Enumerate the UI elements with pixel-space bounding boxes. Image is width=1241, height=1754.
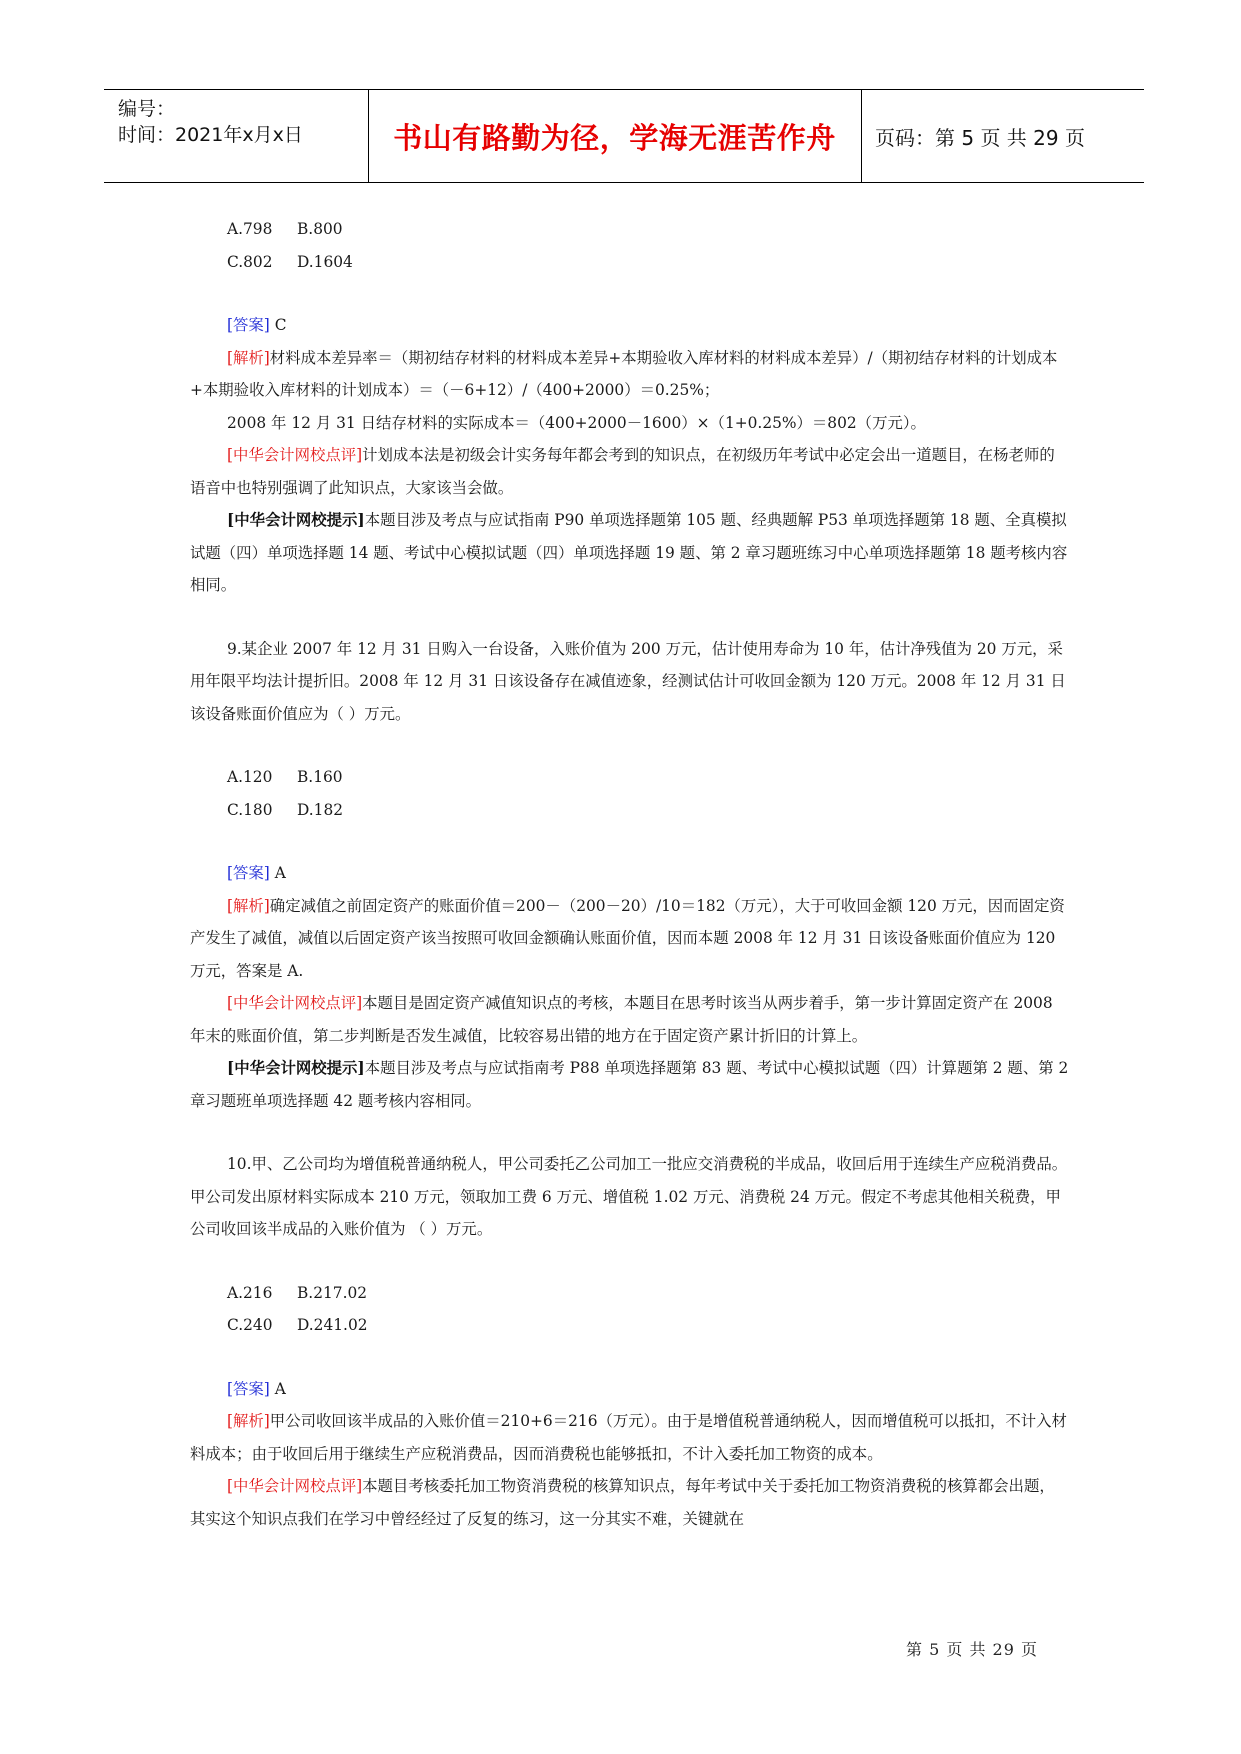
answer-line (190, 1373, 1070, 1406)
header-meta-cell (104, 90, 369, 182)
options-row (190, 761, 1070, 794)
analysis-paragraph-2: 2008 年 12 月 31 日结存材料的实际成本＝（400+2000－1600）×（1+0.25%）＝802（万元）。 (227, 413, 926, 432)
option-a: A.120 (227, 768, 273, 786)
page-header (104, 89, 1144, 183)
review-text: 计划成本法是初级会计实务每年都会考到的知识点，在初级历年考试中必定会出一道题目，在杨老师的语音中也特别强调了此知识点，大家该当会做。 (190, 446, 1055, 497)
question-text: 10.甲、乙公司均为增值税普通纳税人，甲公司委托乙公司加工一批应交消费税的半成品，收回后用于连续生产应税消费品。甲公司发出原材料实际成本 210 万元，领取加工费 6 万元、增值税 1.02 万元、消费税 24 万元。假定不考虑其他相关税费，甲公司收回该半成品的入账价值为 （ ）万元。 (190, 1155, 1068, 1238)
question-10 (190, 1148, 1070, 1535)
tip-paragraph (190, 504, 1070, 602)
number-label: 编号： (118, 98, 176, 120)
time-label: 时间：2021年x月x日 (118, 124, 303, 146)
option-b: B.160 (297, 768, 343, 786)
option-c: C.240 (227, 1316, 273, 1334)
review-paragraph (190, 987, 1070, 1052)
tip-paragraph (190, 1052, 1070, 1117)
analysis-tag: [解析] (227, 1412, 270, 1430)
options-row (190, 1309, 1070, 1342)
answer-value: A (269, 1379, 286, 1398)
question-text: 9.某企业 2007 年 12 月 31 日购入一台设备，入账价值为 200 万元，估计使用寿命为 10 年，估计净残值为 20 万元，采用年限平均法计提折旧。2008 年 12 月 31 日该设备存在减值迹象，经测试估计可收回金额为 120 万元。2008 年 12 月 31 日该设备账面价值应为（ ）万元。 (190, 639, 1066, 723)
review-paragraph (190, 439, 1070, 504)
question-9 (190, 633, 1070, 1118)
option-a: A.216 (227, 1283, 273, 1302)
analysis-paragraph (190, 342, 1070, 407)
answer-tag: [答案] (227, 1379, 270, 1398)
answer-tag: [答案] (227, 864, 270, 882)
option-a: A.798 (227, 220, 273, 238)
document-body (190, 213, 1070, 1535)
options-row (190, 1277, 1070, 1310)
option-b: B.217.02 (297, 1283, 368, 1302)
analysis-text: 甲公司收回该半成品的入账价值＝210+6＝216（万元）。由于是增值税普通纳税人，因而增值税可以抵扣，不计入材料成本；由于收回后用于继续生产应税消费品，因而消费税也能够抵扣，不计入委托加工物资的成本。 (190, 1412, 1067, 1463)
review-tag: [中华会计网校点评] (227, 1477, 363, 1495)
analysis-paragraph (190, 1405, 1070, 1470)
tip-tag: [中华会计网校提示] (227, 1059, 365, 1077)
answer-value: C (269, 316, 287, 334)
analysis-tag: [解析] (227, 896, 270, 915)
header-motto: 书山有路勤为径，学海无涯苦作舟 (368, 90, 862, 182)
analysis-tag: [解析] (227, 348, 270, 367)
options-row (190, 246, 1070, 279)
option-c: C.180 (227, 800, 273, 819)
answer-line (190, 309, 1070, 342)
review-text: 本题目考核委托加工物资消费税的核算知识点，每年考试中关于委托加工物资消费税的核算都会出题，其实这个知识点我们在学习中曾经经过了反复的练习，这一分其实不难，关键就在 (190, 1477, 1055, 1528)
option-d: D.1604 (297, 252, 353, 271)
options-row (190, 213, 1070, 246)
tip-text: 本题目涉及考点与应试指南 P90 单项选择题第 105 题、经典题解 P53 单项选择题第 18 题、全真模拟试题（四）单项选择题 14 题、考试中心模拟试题（四）单项选择题 19 题、第 2 章习题班练习中心单项选择题第 18 题考核内容相同。 (190, 511, 1068, 594)
option-d: D.182 (297, 800, 344, 819)
analysis-text: 材料成本差异率＝（期初结存材料的材料成本差异+本期验收入库材料的材料成本差异）/（期初结存材料的计划成本+本期验收入库材料的计划成本）＝（－6+12）/（400+2000）＝0.25%； (190, 348, 1058, 399)
option-d: D.241.02 (297, 1316, 368, 1334)
answer-value: A (269, 864, 286, 882)
answer-line (190, 857, 1070, 890)
tip-tag: [中华会计网校提示] (227, 511, 365, 529)
analysis-text: 确定减值之前固定资产的账面价值＝200－（200－20）/10＝182（万元），大于可收回金额 120 万元，因而固定资产发生了减值，减值以后固定资产该当按照可收回金额确认账面价值，因而本题 2008 年 12 月 31 日该设备账面价值应为 120 万元，答案是 A. (190, 896, 1065, 980)
options-row (190, 794, 1070, 827)
option-b: B.800 (297, 220, 343, 238)
review-paragraph (190, 1470, 1070, 1535)
review-text: 本题目是固定资产减值知识点的考核，本题目在思考时该当从两步着手，第一步计算固定资产在 2008 年末的账面价值，第二步判断是否发生减值，比较容易出错的地方在于固定资产累计折旧的计算上。 (190, 994, 1053, 1045)
question-8 (190, 213, 1070, 602)
review-tag: [中华会计网校点评] (227, 994, 363, 1012)
header-page-label: 页码：第 5 页 共 29 页 (875, 125, 1085, 150)
option-c: C.802 (227, 252, 273, 271)
answer-tag: [答案] (227, 316, 270, 334)
review-tag: [中华会计网校点评] (227, 446, 363, 464)
tip-text: 本题目涉及考点与应试指南考 P88 单项选择题第 83 题、考试中心模拟试题（四）计算题第 2 题、第 2 章习题班单项选择题 42 题考核内容相同。 (190, 1059, 1069, 1110)
analysis-paragraph (190, 890, 1070, 988)
page-footer: 第 5 页 共 29 页 (906, 1640, 1038, 1659)
